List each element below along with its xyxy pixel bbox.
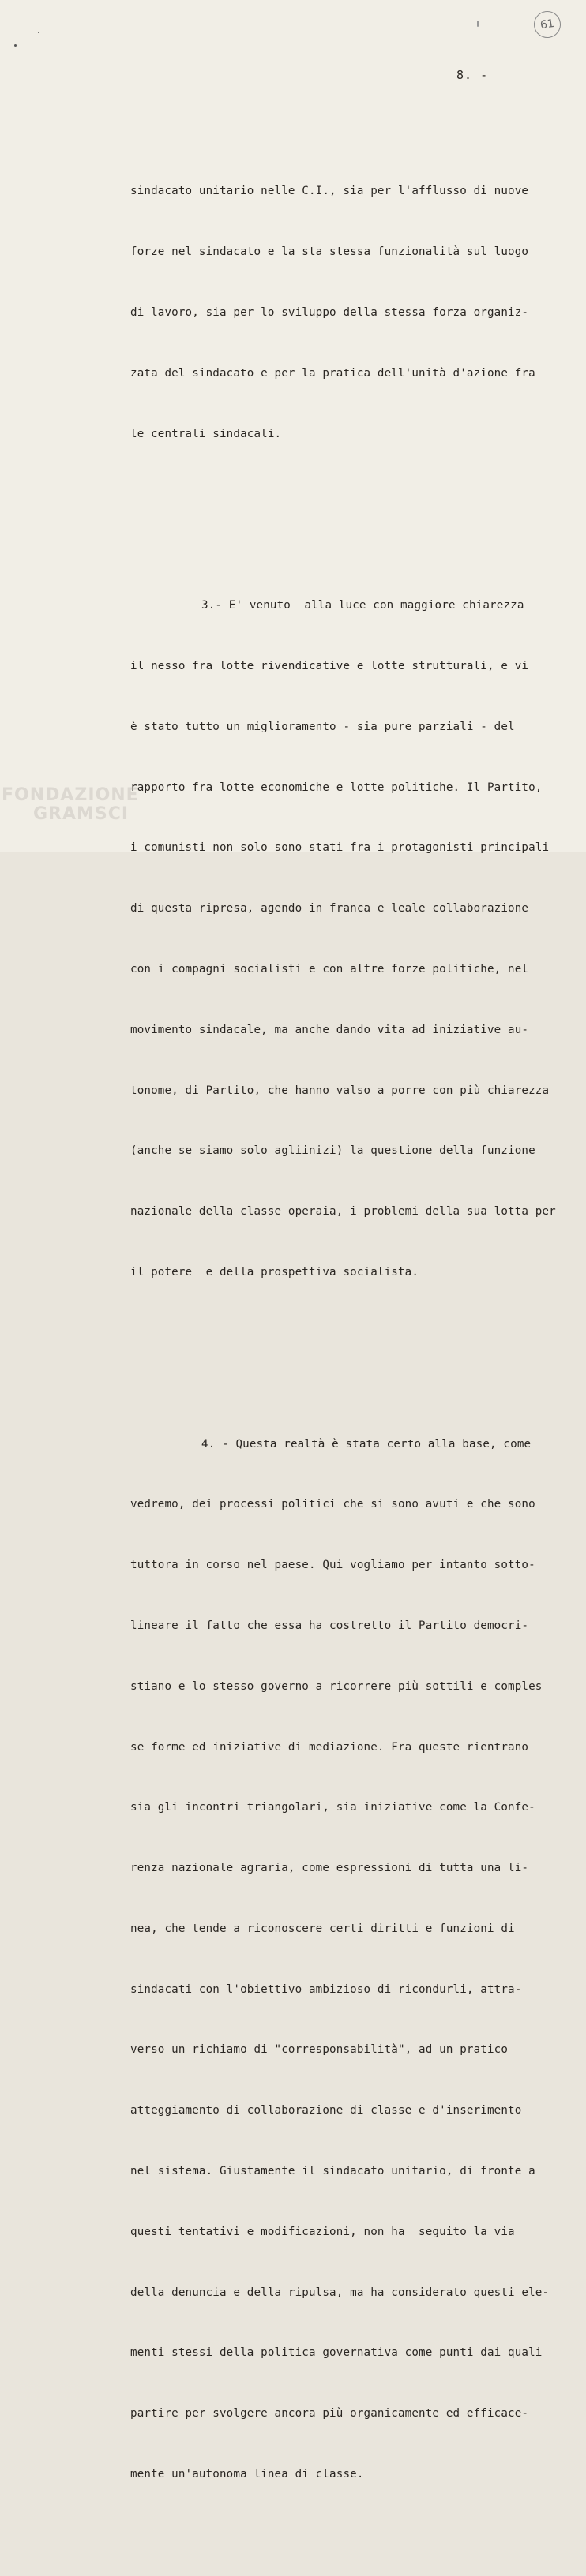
text-line: menti stessi della politica governativa come punti dai quali	[130, 2346, 543, 2360]
text-line: (anche se siamo solo agliinizi) la questione della funzione	[130, 1144, 535, 1158]
scan-speck	[477, 21, 479, 27]
text-line: di lavoro, sia per lo sviluppo della stessa forza organiz-	[130, 305, 529, 319]
text-line: sindacati con l'obiettivo ambizioso di ricondurli, attra-	[130, 1983, 522, 1996]
paragraph-3	[130, 556, 573, 1324]
text-line: forze nel sindacato e la sta stessa funzionalità sul luogo	[130, 245, 529, 259]
text-line: tonome, di Partito, che hanno valso a porre con più chiarezza	[130, 1084, 550, 1097]
text-line: rapporto fra lotte economiche e lotte politiche. Il Partito,	[130, 781, 543, 794]
watermark-line: GRAMSCI	[33, 804, 130, 824]
text-line: le centrali sindacali.	[130, 427, 282, 440]
text-line: lineare il fatto che essa ha costretto il Partito democri-	[130, 1619, 529, 1632]
text-line: di questa ripresa, agendo in franca e leale collaborazione	[130, 902, 529, 915]
text-line: della denuncia e della ripulsa, ma ha considerato questi ele-	[130, 2286, 550, 2299]
text-line: i comunisti non solo sono stati fra i protagonisti principali	[130, 841, 550, 855]
scan-speck	[38, 32, 39, 33]
paragraph-1	[130, 141, 573, 485]
text-line: verso un richiamo di "corresponsabilità", ad un pratico	[130, 2043, 509, 2057]
text-line: sia gli incontri triangolari, sia iniziative come la Confe-	[130, 1801, 535, 1814]
text-line: partire per svolgere ancora più organicamente ed efficace-	[130, 2407, 529, 2421]
text-line: renza nazionale agraria, come espressioni di tutta una li-	[130, 1862, 529, 1875]
scan-speck	[14, 44, 17, 47]
text-line: nel sistema. Giustamente il sindacato unitario, di fronte a	[130, 2164, 535, 2177]
text-line: nazionale della classe operaia, i problemi della sua lotta per	[130, 1205, 556, 1219]
text-line: stiano e lo stesso governo a ricorrere più sottili e comples	[130, 1679, 543, 1693]
text-line: atteggiamento di collaborazione di classe e d'inserimento	[130, 2104, 522, 2117]
text-line: sindacato unitario nelle C.I., sia per l'afflusso di nuove	[130, 185, 529, 198]
text-line: vedremo, dei processi politici che si sono avuti e che sono	[130, 1498, 535, 1511]
text-line: mente un'autonoma linea di classe.	[130, 2467, 364, 2481]
page-number: 8. -	[456, 68, 489, 82]
text-line: con i compagni socialisti e con altre forze politiche, nel	[130, 962, 529, 975]
text-line: il potere e della prospettiva socialista.	[130, 1265, 419, 1279]
text-line: se forme ed iniziative di mediazione. Fra queste rientrano	[130, 1740, 529, 1754]
archive-number-stamp: 61	[532, 9, 562, 39]
text-line: nea, che tende a riconoscere certi diritti e funzioni di	[130, 1922, 515, 1935]
text-line: questi tentativi e modificazioni, non ha seguito la via	[130, 2225, 515, 2238]
watermark-line: FONDAZIONE	[2, 785, 139, 805]
text-line: è stato tutto un miglioramento - sia pure parziali - del	[130, 720, 515, 733]
archive-watermark	[2, 786, 139, 824]
text-line: 4. - Questa realtà è stata certo alla base, come	[201, 1437, 532, 1451]
paragraph-4	[130, 1394, 573, 2525]
text-line: 3.- E' venuto alla luce con maggiore chiarezza	[201, 599, 524, 612]
text-line: il nesso fra lotte rivendicative e lotte strutturali, e vi	[130, 660, 529, 673]
text-line: tuttora in corso nel paese. Qui vogliamo per intanto sotto-	[130, 1559, 535, 1572]
text-line: movimento sindacale, ma anche dando vita ad iniziative au-	[130, 1023, 529, 1036]
document-body	[130, 101, 573, 2576]
text-line: zata del sindacato e per la pratica dell'unità d'azione fra	[130, 366, 535, 380]
